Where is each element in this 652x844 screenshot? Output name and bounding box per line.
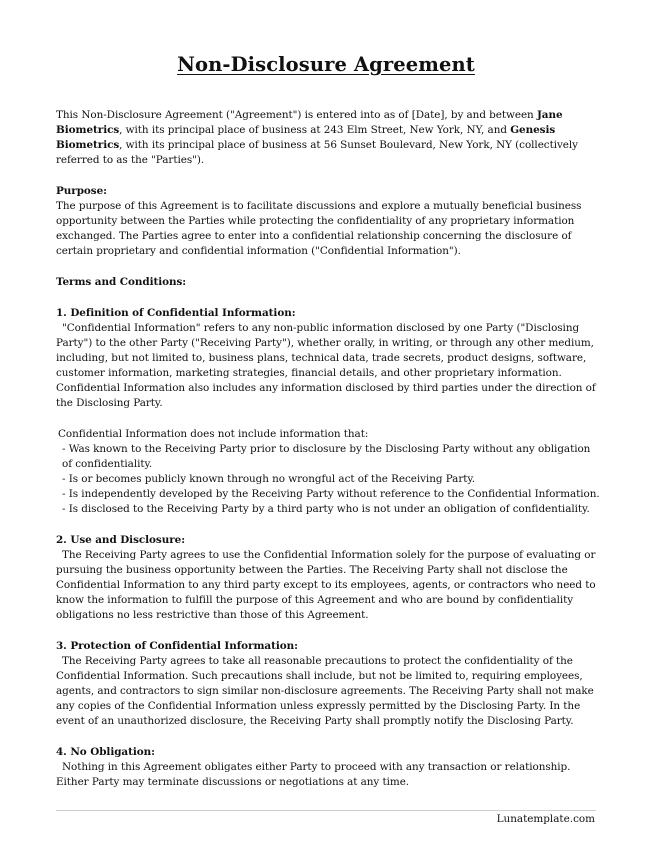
intro-text-3: , with its principal place of business at 56 Sunset Boulevard, New York, NY (collectively referred to as the "Parties").: [56, 139, 578, 166]
exclusion-item: - Is disclosed to the Receiving Party by a third party who is not under an obligation of confidentiality.: [62, 503, 590, 515]
exclusion-item: - Is or becomes publicly known through no wrongful act of the Receiving Party.: [62, 473, 476, 485]
section-4-text: Nothing in this Agreement obligates either Party to proceed with any transaction or relationship. Either Party may terminate discussions or negotiations at any time.: [56, 761, 571, 788]
exclusion-item: - Is independently developed by the Receiving Party without reference to the Confidential Information.: [62, 488, 600, 500]
party-two-name: Genesis Biometrics: [56, 124, 556, 151]
terms-heading: Terms and Conditions:: [56, 276, 187, 288]
footer-website: Lunatemplate.com: [496, 813, 595, 825]
intro-text-1: This Non-Disclosure Agreement ("Agreement") is entered into as of [Date], by and between: [56, 109, 537, 121]
section-2-heading: 2. Use and Disclosure:: [56, 534, 186, 546]
party-one-name: Jane Biometrics: [56, 109, 563, 136]
document-body: [56, 108, 600, 790]
section-2-text: The Receiving Party agrees to use the Confidential Information solely for the purpose of evaluating or pursuing the business opportunity between the Parties. The Receiving Party shall not disclose the Confidential Information to any third party except to its employees, agents, or contractors who need to know the information to fulfill the purpose of this Agreement and who are bound by confidentiality obligations no less restrictive than those of this Agreement.: [56, 549, 596, 621]
footer-divider: [56, 810, 596, 811]
purpose-text: The purpose of this Agreement is to facilitate discussions and explore a mutually beneficial business opportunity between the Parties while protecting the confidentiality of any proprietary information exchanged. The Parties agree to enter into a confidential relationship concerning the disclosure of certain proprietary and confidential information ("Confidential Information").: [56, 200, 582, 257]
document-title: Non-Disclosure Agreement: [177, 53, 475, 76]
exclusions-intro: Confidential Information does not include information that:: [58, 428, 369, 440]
intro-paragraph: [56, 108, 600, 168]
section-1-heading: 1. Definition of Confidential Information:: [56, 307, 296, 319]
exclusion-item: - Was known to the Receiving Party prior to disclosure by the Disclosing Party without any obligation of confidentiality.: [62, 443, 591, 470]
purpose-heading: Purpose:: [56, 185, 107, 197]
section-4-heading: 4. No Obligation:: [56, 746, 155, 758]
intro-text-2: , with its principal place of business at 243 Elm Street, New York, NY, and: [119, 124, 511, 136]
section-3-heading: 3. Protection of Confidential Information:: [56, 640, 298, 652]
section-3-text: The Receiving Party agrees to take all reasonable precautions to protect the confidentiality of the Confidential Information. Such precautions shall include, but not be limited to, requiring employees, agents, and contractors to sign similar non-disclosure agreements. The Receiving Party shall not make any copies of the Confidential Information unless expressly permitted by the Disclosing Party. In the event of an unauthorized disclosure, the Receiving Party shall promptly notify the Disclosing Party.: [56, 655, 594, 727]
section-1-text: "Confidential Information" refers to any non-public information disclosed by one Party ("Disclosing Party") to the other Party ("Receiving Party"), whether orally, in writing, or through any other medium, including, but not limited to, business plans, technical data, trade secrets, product designs, software, customer information, marketing strategies, financial details, and other proprietary information. Confidential Information also includes any information disclosed by third parties under the direction of the Disclosing Party.: [56, 322, 596, 409]
